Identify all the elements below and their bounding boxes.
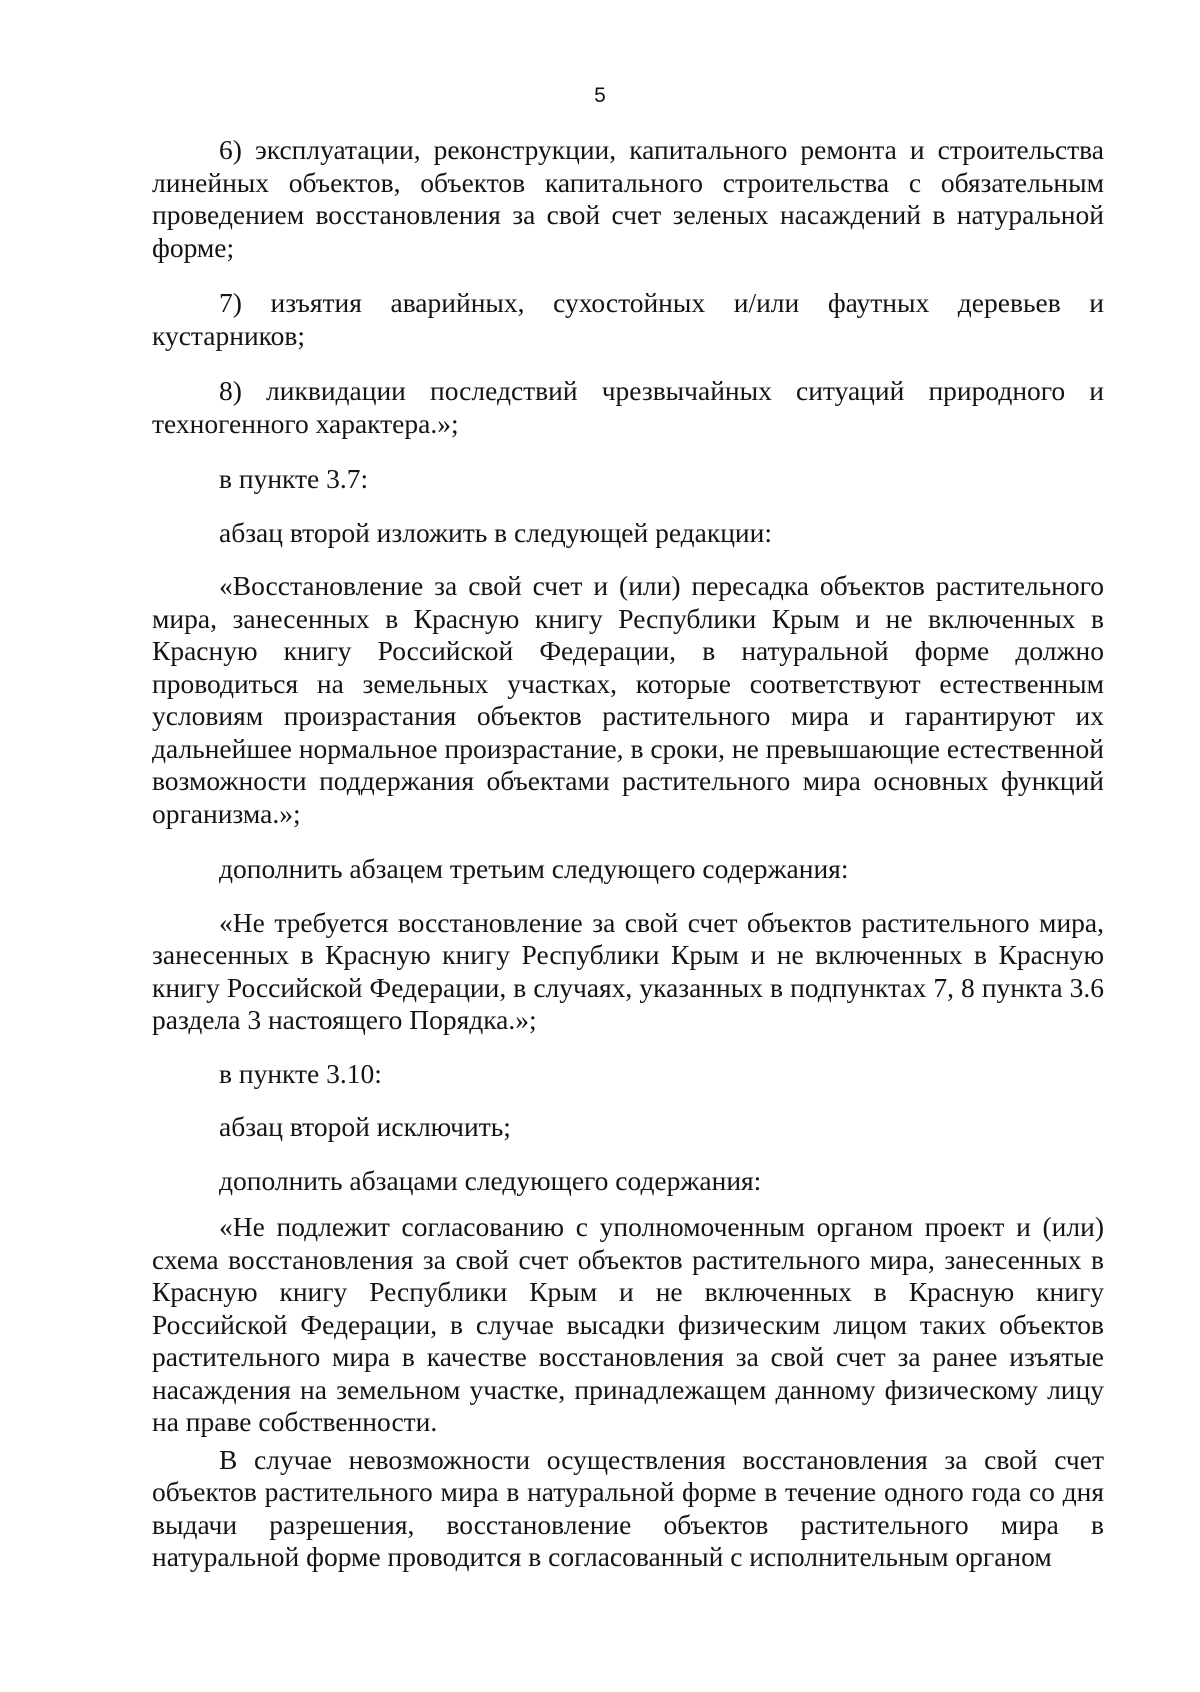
document-body xyxy=(152,134,1104,1574)
paragraph-item-8: 8) ликвидации последствий чрезвычайных ситуаций природного и техногенного характера.»; xyxy=(152,375,1104,439)
paragraph-exclude-second: абзац второй исключить; xyxy=(219,1111,511,1142)
paragraph-item-6: 6) эксплуатации, реконструкции, капитального ремонта и строительства линейных объектов, объектов капитального строительства с обязательным проведением восстановления за свой счет зеленых насаждений в натуральной форме; xyxy=(152,134,1104,263)
paragraph-clause-3-7: в пункте 3.7: xyxy=(219,463,369,494)
paragraph-item-7: 7) изъятия аварийных, сухостойных и/или фаутных деревьев и кустарников; xyxy=(152,287,1104,351)
paragraph-impossibility: В случае невозможности осуществления восстановления за свой счет объектов растительного мира в натуральной форме в течение одного года со дня выдачи разрешения, восстановление объектов растительного мира в натуральной форме проводится в согласованный с исполнительным органом xyxy=(152,1443,1104,1572)
paragraph-quoted-restoration: «Восстановление за свой счет и (или) пересадка объектов растительного мира, занесенных в Красную книгу Республики Крым и не включенных в Красную книгу Российской Федерации, в натуральной форме должно проводиться на земельных участках, которые соответствуют естественным условиям произрастания объектов растительного мира и гарантируют их дальнейшее нормальное произрастание, в сроки, не превышающие естественной возможности поддержания объектами растительного мира основных функций организма.»; xyxy=(152,570,1104,829)
paragraph-clause-3-10: в пункте 3.10: xyxy=(219,1057,382,1089)
paragraph-add-third: дополнить абзацем третьим следующего содержания: xyxy=(219,853,849,884)
page-number: 5 xyxy=(594,84,606,107)
paragraph-quoted-not-required: «Не требуется восстановление за свой счет объектов растительного мира, занесенных в Красную книгу Республики Крым и не включенных в Красную книгу Российской Федерации, в случаях, указанных в подпунктах 7, 8 пункта 3.6 раздела 3 настоящего Порядка.»; xyxy=(152,906,1104,1035)
paragraph-add-paragraphs: дополнить абзацами следующего содержания: xyxy=(219,1164,762,1196)
paragraph-quoted-not-subject: «Не подлежит согласованию с уполномоченным органом проект и (или) схема восстановления за свой счет объектов растительного мира, занесенных в Красную книгу Республики Крым и не включенных в Красную книгу Российской Федерации, в случае высадки физическим лицом таких объектов растительного мира в качестве восстановления за свой счет за ранее изъятые насаждения на земельном участке, принадлежащем данному физическому лицу на праве собственности. xyxy=(152,1211,1104,1437)
paragraph-edit-instruction: абзац второй изложить в следующей редакции: xyxy=(219,516,773,548)
